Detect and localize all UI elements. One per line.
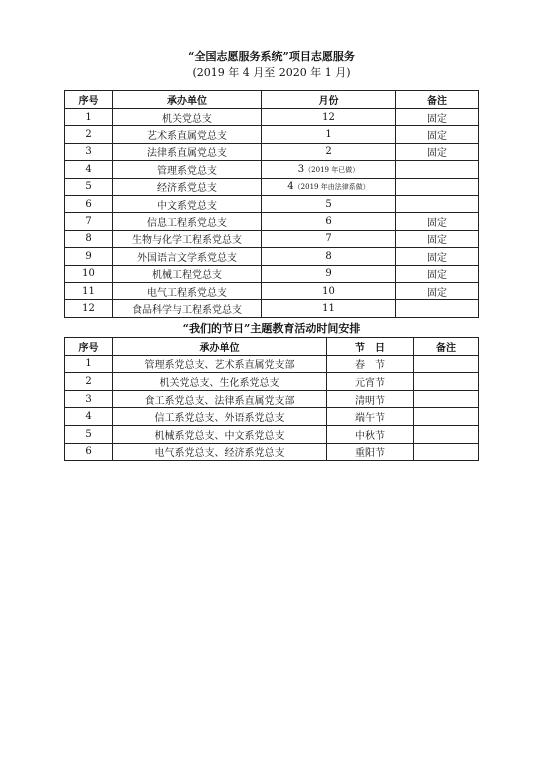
table-row: [65, 425, 479, 443]
row-remark: [396, 178, 479, 195]
row-remark: 固定: [396, 109, 479, 126]
row-remark: [414, 443, 479, 461]
row-seq: 8: [65, 230, 113, 247]
row-remark: 固定: [396, 213, 479, 230]
row-month: [262, 300, 396, 317]
row-month-value: 7: [325, 233, 332, 245]
table-row: [65, 248, 479, 265]
row-unit: 管理系党总支、艺术系直属党支部: [113, 355, 327, 373]
row-month-value: 12: [322, 111, 335, 123]
table-row: [65, 373, 479, 391]
row-seq: 1: [65, 355, 113, 373]
row-seq: 5: [65, 178, 113, 195]
row-month: [262, 178, 396, 195]
row-remark: [414, 408, 479, 426]
row-month: [262, 248, 396, 265]
row-month: [262, 213, 396, 230]
row-unit: 管理系党总支: [113, 161, 262, 178]
row-unit: 食工系党总支、法律系直属党支部: [113, 390, 327, 408]
table-row: [65, 143, 479, 160]
header-seq: 序号: [65, 91, 113, 109]
row-remark: 固定: [396, 143, 479, 160]
header-remark: 备注: [414, 338, 479, 356]
row-month: [262, 126, 396, 143]
row-seq: 3: [65, 143, 113, 160]
festival-table-body: [65, 355, 479, 461]
row-remark: [414, 355, 479, 373]
row-month-value: 2: [325, 146, 332, 158]
row-seq: 1: [65, 109, 113, 126]
header-unit: 承办单位: [113, 338, 327, 356]
table-row: [65, 126, 479, 143]
table-row: [65, 213, 479, 230]
row-remark: 固定: [396, 248, 479, 265]
row-seq: 11: [65, 282, 113, 299]
row-month-value: 5: [325, 198, 332, 210]
row-month-value: 6: [325, 216, 332, 228]
row-remark: 固定: [396, 230, 479, 247]
row-month-value: 4: [287, 181, 294, 193]
table-row: [65, 390, 479, 408]
row-remark: [396, 161, 479, 178]
header-festival: 节 日: [327, 338, 414, 356]
row-seq: 4: [65, 161, 113, 178]
row-festival: 重阳节: [327, 443, 414, 461]
row-month: [262, 143, 396, 160]
row-seq: 10: [65, 265, 113, 282]
row-month: [262, 230, 396, 247]
row-festival: 端午节: [327, 408, 414, 426]
row-unit: 电气系党总支、经济系党总支: [113, 443, 327, 461]
row-unit: 生物与化学工程系党总支: [113, 230, 262, 247]
row-seq: 2: [65, 126, 113, 143]
header-remark: 备注: [396, 91, 479, 109]
row-seq: 6: [65, 195, 113, 212]
row-unit: 信工系党总支、外语系党总支: [113, 408, 327, 426]
row-month-value: 1: [325, 129, 332, 141]
row-remark: [414, 390, 479, 408]
table-row: [65, 355, 479, 373]
row-month-value: 8: [325, 250, 332, 262]
row-unit: 食品科学与工程系党总支: [113, 300, 262, 317]
row-seq: 6: [65, 443, 113, 461]
table-row: [65, 161, 479, 178]
table-header-row: [65, 338, 479, 356]
row-seq: 2: [65, 373, 113, 391]
row-unit: 机械工程党总支: [113, 265, 262, 282]
table-header-row: [65, 91, 479, 109]
row-unit: 信息工程系党总支: [113, 213, 262, 230]
row-festival: 中秋节: [327, 425, 414, 443]
row-unit: 机关党总支、生化系党总支: [113, 373, 327, 391]
table-row: [65, 265, 479, 282]
header-unit: 承办单位: [113, 91, 262, 109]
row-festival: 元宵节: [327, 373, 414, 391]
row-month-value: 3: [297, 163, 305, 175]
table-row: [65, 300, 479, 317]
volunteer-table-body: [65, 109, 479, 318]
row-remark: 固定: [396, 282, 479, 299]
header-seq: 序号: [65, 338, 113, 356]
table-row: [65, 408, 479, 426]
table-row: [65, 195, 479, 212]
table-row: [65, 109, 479, 126]
row-remark: [414, 373, 479, 391]
row-festival: 清明节: [327, 390, 414, 408]
table-row: [65, 230, 479, 247]
row-unit: 机关党总支: [113, 109, 262, 126]
row-remark: [396, 195, 479, 212]
row-remark: [414, 425, 479, 443]
row-seq: 12: [65, 300, 113, 317]
section2-title: “我们的节日”主题教育活动时间安排: [182, 322, 361, 335]
row-month: [262, 161, 396, 178]
row-unit: 外国语言文学系党总支: [113, 248, 262, 265]
row-unit: 经济系党总支: [113, 178, 262, 195]
row-month-note: （2019 年已做）: [304, 165, 360, 174]
row-month: [262, 265, 396, 282]
row-unit: 电气工程系党总支: [113, 282, 262, 299]
row-remark: 固定: [396, 126, 479, 143]
row-month: [262, 282, 396, 299]
row-unit: 艺术系直属党总支: [113, 126, 262, 143]
row-unit: 中文系党总支: [113, 195, 262, 212]
row-seq: 7: [65, 213, 113, 230]
row-seq: 9: [65, 248, 113, 265]
table-row: [65, 443, 479, 461]
row-seq: 3: [65, 390, 113, 408]
row-festival: 春 节: [327, 355, 414, 373]
row-month-value: 10: [322, 285, 335, 297]
row-month-value: 11: [322, 302, 335, 314]
row-seq: 5: [65, 425, 113, 443]
section1-title: “全国志愿服务系统”项目志愿服务: [188, 50, 355, 63]
row-month-value: 9: [325, 268, 332, 280]
row-remark: 固定: [396, 265, 479, 282]
section1-subtitle: (2019 年 4 月至 2020 年 1 月): [192, 66, 351, 79]
table-row: [65, 178, 479, 195]
row-seq: 4: [65, 408, 113, 426]
row-month: [262, 109, 396, 126]
row-unit: 机械系党总支、中文系党总支: [113, 425, 327, 443]
header-month: 月份: [262, 91, 396, 109]
volunteer-service-table: [64, 90, 479, 318]
row-unit: 法律系直属党总支: [113, 143, 262, 160]
festival-schedule-table: [64, 337, 479, 461]
row-month-note: （2019 年由法律系做）: [293, 183, 370, 192]
table-row: [65, 282, 479, 299]
row-month: [262, 195, 396, 212]
row-remark: [396, 300, 479, 317]
